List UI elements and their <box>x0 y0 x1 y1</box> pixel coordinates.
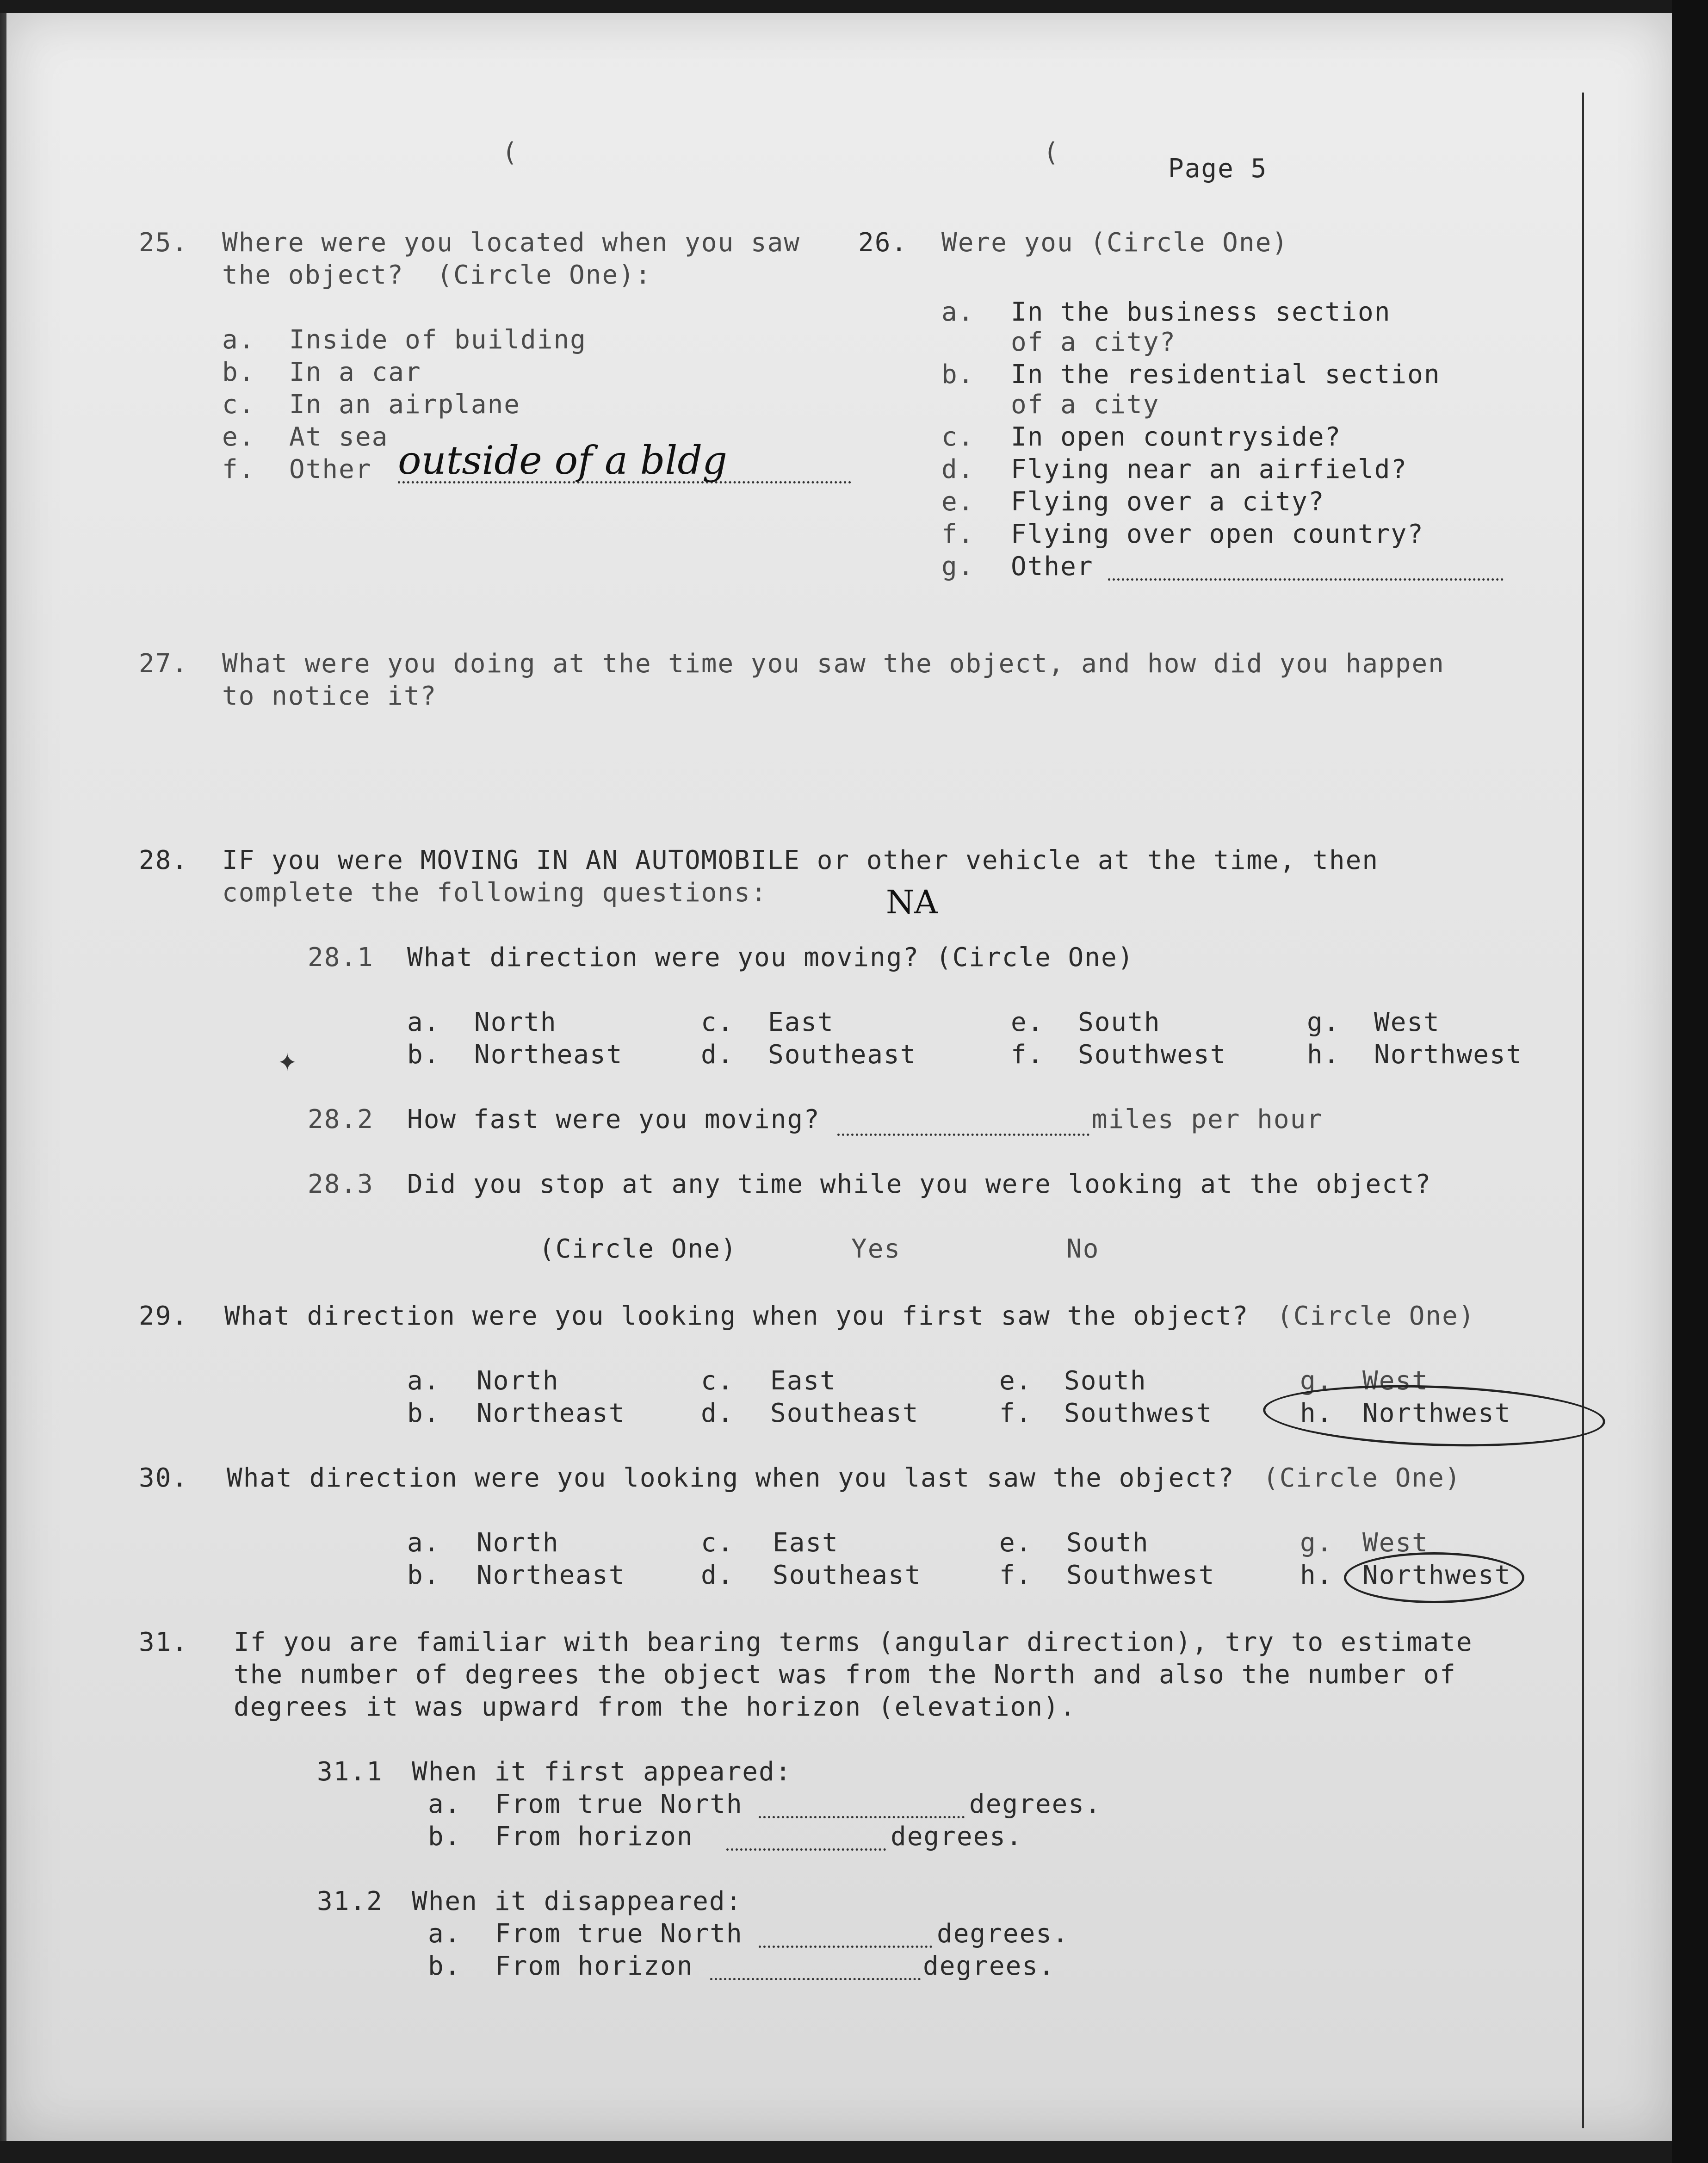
q28-2-number: 28.2 <box>308 1104 374 1134</box>
q25-question-line2: the object? (Circle One): <box>222 260 652 290</box>
q30-option-southeast: Southeast <box>773 1560 922 1590</box>
q25-option-other: Other <box>289 454 372 484</box>
q25-number: 25. <box>139 228 189 258</box>
q25-option-inside-building: Inside of building <box>289 325 587 355</box>
q31-1-north-degrees-blank[interactable] <box>759 1816 965 1818</box>
q28-3-yes-option[interactable]: Yes <box>851 1234 901 1264</box>
q31-1-a-letter: a. <box>428 1789 461 1819</box>
q29-option-northwest: Northwest <box>1362 1398 1511 1428</box>
q28-question-line1: IF you were MOVING IN AN AUTOMOBILE or other vehicle at the time, then <box>222 845 1379 875</box>
q29-letter: a. <box>407 1366 440 1396</box>
q26-option-residential-section-cont: of a city <box>1011 390 1160 420</box>
q29-option-southwest: Southwest <box>1064 1398 1213 1428</box>
q31-2-number: 31.2 <box>317 1886 383 1916</box>
q28-handwritten-na: NA <box>886 883 938 921</box>
q28-1-option-north: North <box>474 1007 557 1037</box>
q25-option-letter: a. <box>222 325 255 355</box>
q31-number: 31. <box>139 1627 189 1657</box>
q31-2-b-suffix: degrees. <box>923 1951 1055 1981</box>
q26-option-letter: b. <box>941 359 975 390</box>
q28-3-no-option[interactable]: No <box>1066 1234 1100 1264</box>
q25-option-letter: b. <box>222 357 255 387</box>
document-page <box>6 13 1672 2141</box>
q25-option-at-sea: At sea <box>289 422 389 452</box>
q30-circled-answer-ring <box>1344 1552 1524 1603</box>
q29-option-northeast: Northeast <box>477 1398 625 1428</box>
q30-number: 30. <box>139 1463 189 1493</box>
q29-number: 29. <box>139 1301 189 1331</box>
q31-1-horizon-degrees-blank[interactable] <box>726 1848 886 1851</box>
q30-circle-label: (Circle One) <box>1263 1463 1461 1493</box>
q30-option-southwest: Southwest <box>1066 1560 1215 1590</box>
q30-letter: f. <box>999 1560 1033 1590</box>
q31-1-a-label: From true North <box>495 1789 743 1819</box>
q27-number: 27. <box>139 649 189 679</box>
q31-1-number: 31.1 <box>317 1757 383 1787</box>
q29-letter: e. <box>999 1366 1033 1396</box>
q28-1-letter: a. <box>407 1007 440 1037</box>
q31-2-b-letter: b. <box>428 1951 461 1981</box>
q28-1-option-northeast: Northeast <box>474 1040 623 1070</box>
q29-letter: g. <box>1300 1366 1333 1396</box>
q31-2-heading: When it disappeared: <box>412 1886 743 1916</box>
q30-letter: h. <box>1300 1560 1333 1590</box>
q29-question: What direction were you looking when you first saw the object? <box>224 1301 1249 1331</box>
q28-1-question: What direction were you moving? (Circle One) <box>407 942 1134 973</box>
hole-punch-bracket-right: ( <box>1043 137 1060 167</box>
q30-option-northwest: Northwest <box>1362 1560 1511 1590</box>
q30-option-east: East <box>773 1528 839 1558</box>
q26-option-business-section-cont: of a city? <box>1011 327 1176 357</box>
film-edge-right <box>1672 0 1708 2163</box>
q28-1-letter: e. <box>1011 1007 1044 1037</box>
page-number: Page 5 <box>1168 154 1268 184</box>
q28-3-number: 28.3 <box>308 1169 374 1199</box>
q27-question-line1: What were you doing at the time you saw the object, and how did you happen <box>222 649 1445 679</box>
q31-2-b-label: From horizon <box>495 1951 693 1981</box>
q28-number: 28. <box>139 845 189 875</box>
q31-2-north-degrees-blank[interactable] <box>759 1946 932 1948</box>
q31-question-line1: If you are familiar with bearing terms (angular direction), try to estimate <box>234 1627 1473 1657</box>
q31-1-b-suffix: degrees. <box>891 1822 1023 1852</box>
q25-option-in-car: In a car <box>289 357 421 387</box>
q29-option-south: South <box>1064 1366 1147 1396</box>
q26-option-letter: a. <box>941 297 975 327</box>
q26-option-letter: d. <box>941 454 975 484</box>
q28-2-suffix: miles per hour <box>1092 1104 1324 1134</box>
q30-letter: c. <box>701 1528 734 1558</box>
q29-circle-label: (Circle One) <box>1277 1301 1475 1331</box>
film-speck: ✦ <box>278 1041 297 1078</box>
q31-2-a-label: From true North <box>495 1919 743 1949</box>
q29-letter: b. <box>407 1398 440 1428</box>
q28-question-line2: complete the following questions: <box>222 878 767 908</box>
q31-2-a-letter: a. <box>428 1919 461 1949</box>
vertical-rule <box>1582 93 1584 2128</box>
q25-option-letter: f. <box>222 454 255 484</box>
q26-option-letter: f. <box>941 519 975 549</box>
q31-2-a-suffix: degrees. <box>937 1919 1069 1949</box>
q28-1-letter: d. <box>701 1040 734 1070</box>
q31-question-line2: the number of degrees the object was from the North and also the number of <box>234 1660 1456 1690</box>
q28-2-question: How fast were you moving? <box>407 1104 820 1134</box>
q29-option-east: East <box>770 1366 836 1396</box>
q31-1-heading: When it first appeared: <box>412 1757 792 1787</box>
q31-2-horizon-degrees-blank[interactable] <box>710 1978 921 1980</box>
q25-question-line1: Where were you located when you saw <box>222 228 801 258</box>
q28-3-circle-label: (Circle One) <box>539 1234 737 1264</box>
q26-option-other: Other <box>1011 552 1094 582</box>
q26-option-letter: e. <box>941 487 975 517</box>
hole-punch-bracket-left: ( <box>502 137 519 167</box>
q29-option-southeast: Southeast <box>770 1398 919 1428</box>
q28-1-option-south: South <box>1078 1007 1161 1037</box>
q25-option-in-airplane: In an airplane <box>289 390 521 420</box>
q26-option-over-city: Flying over a city? <box>1011 487 1325 517</box>
q28-3-question: Did you stop at any time while you were looking at the object? <box>407 1169 1432 1199</box>
q31-1-b-label: From horizon <box>495 1822 693 1852</box>
q28-1-option-southeast: Southeast <box>768 1040 917 1070</box>
q30-option-west: West <box>1362 1528 1429 1558</box>
q28-1-letter: g. <box>1307 1007 1340 1037</box>
q28-1-letter: f. <box>1011 1040 1044 1070</box>
q29-option-north: North <box>477 1366 559 1396</box>
q26-question: Were you (Circle One) <box>941 228 1289 258</box>
q30-question: What direction were you looking when you last saw the object? <box>227 1463 1235 1493</box>
q31-question-line3: degrees it was upward from the horizon (elevation). <box>234 1692 1077 1722</box>
q26-number: 26. <box>858 228 908 258</box>
q27-question-line2: to notice it? <box>222 681 437 711</box>
q29-letter: h. <box>1300 1398 1333 1428</box>
q30-option-northeast: Northeast <box>477 1560 625 1590</box>
q26-option-open-countryside: In open countryside? <box>1011 422 1342 452</box>
q29-option-west: West <box>1362 1366 1429 1396</box>
q28-1-option-northwest: Northwest <box>1374 1040 1523 1070</box>
q30-letter: e. <box>999 1528 1033 1558</box>
q30-letter: g. <box>1300 1528 1333 1558</box>
q29-letter: c. <box>701 1366 734 1396</box>
q28-1-option-southwest: Southwest <box>1078 1040 1227 1070</box>
q25-handwritten-answer: outside of a bldg <box>398 438 727 483</box>
q31-1-b-letter: b. <box>428 1822 461 1852</box>
q28-1-letter: c. <box>701 1007 734 1037</box>
q26-other-blank[interactable] <box>1108 578 1504 581</box>
q30-letter: d. <box>701 1560 734 1590</box>
q30-letter: b. <box>407 1560 440 1590</box>
q30-letter: a. <box>407 1528 440 1558</box>
q26-option-residential-section: In the residential section <box>1011 359 1441 390</box>
q28-1-letter: b. <box>407 1040 440 1070</box>
q30-option-north: North <box>477 1528 559 1558</box>
q26-option-business-section: In the business section <box>1011 297 1391 327</box>
q26-option-letter: c. <box>941 422 975 452</box>
q28-1-letter: h. <box>1307 1040 1340 1070</box>
q26-option-letter: g. <box>941 552 975 582</box>
q28-2-speed-blank[interactable] <box>837 1134 1089 1136</box>
q26-option-near-airfield: Flying near an airfield? <box>1011 454 1408 484</box>
q29-letter: f. <box>999 1398 1033 1428</box>
q28-1-option-west: West <box>1374 1007 1440 1037</box>
q31-1-a-suffix: degrees. <box>969 1789 1102 1819</box>
q25-option-letter: c. <box>222 390 255 420</box>
q29-letter: d. <box>701 1398 734 1428</box>
q26-option-over-open-country: Flying over open country? <box>1011 519 1424 549</box>
q28-1-option-east: East <box>768 1007 834 1037</box>
q25-option-letter: e. <box>222 422 255 452</box>
q28-1-number: 28.1 <box>308 942 374 973</box>
q30-option-south: South <box>1066 1528 1149 1558</box>
